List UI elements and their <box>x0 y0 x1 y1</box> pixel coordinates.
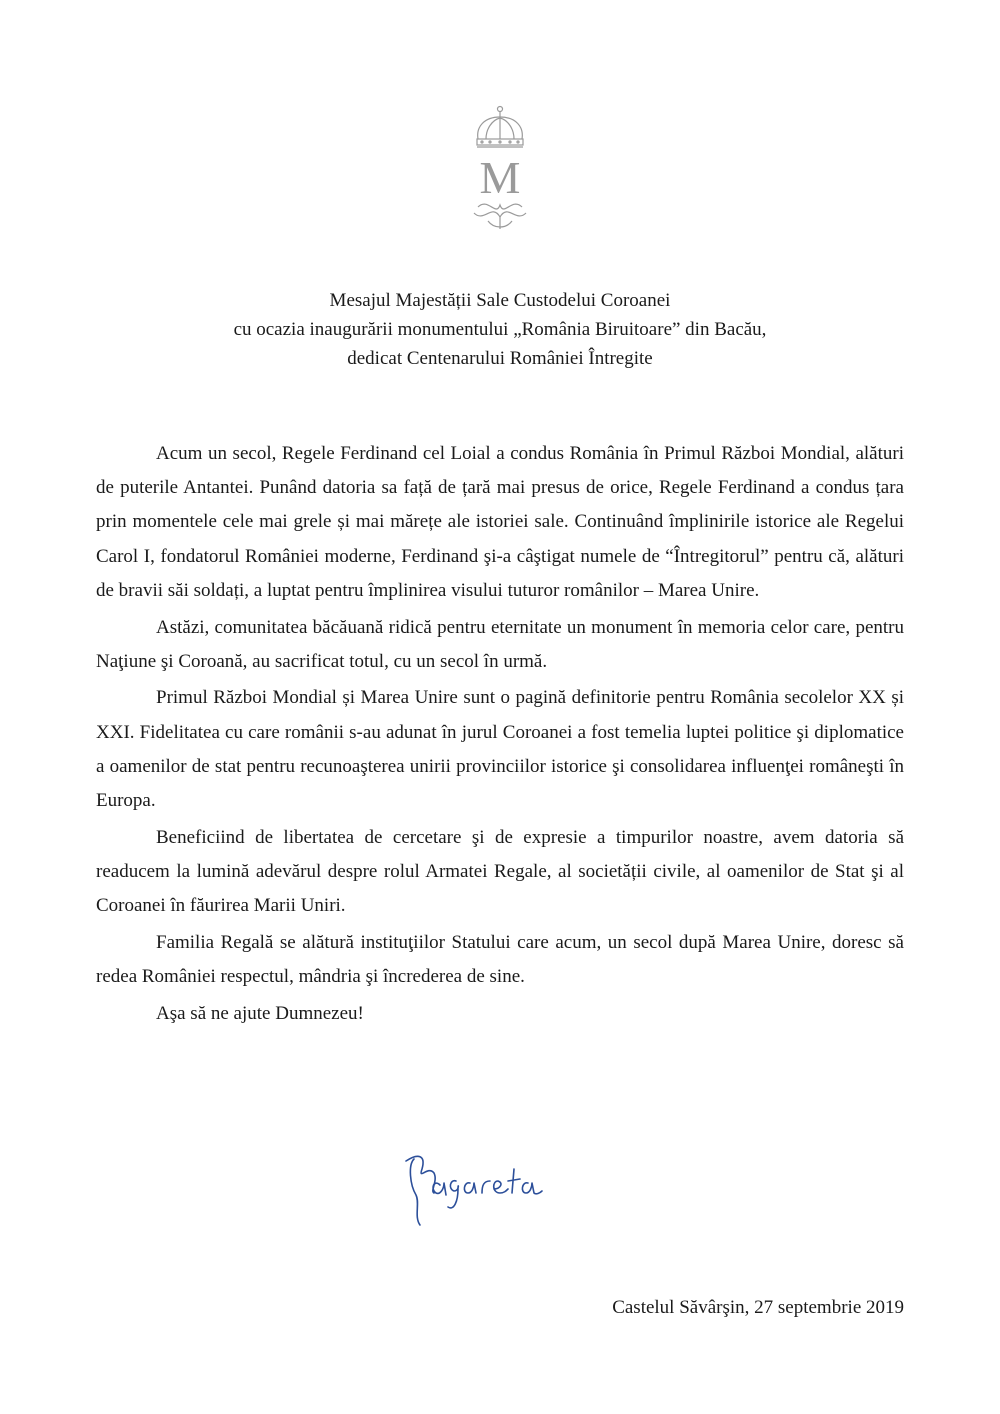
title-line-3: dedicat Centenarului României Întregite <box>347 348 653 369</box>
title-line-2: cu ocazia inaugurării monumentului „România Biruitoare” din Bacău, <box>233 319 767 340</box>
royal-monogram-icon <box>460 105 540 235</box>
paragraph: Aşa să ne ajute Dumnezeu! <box>156 1002 364 1024</box>
paragraph: Beneficiind de libertatea de cercetare şi de expresie a timpurilor noastre, avem datoria să readucem la lumină adevărul despre rolul Armatei Regale, al societății civile, al oamenilor de Stat şi al Coroanei în făurirea Marii Uniri. <box>96 826 904 917</box>
paragraph: Astăzi, comunitatea băcăuană ridică pentru eternitate un monument în memoria celor care, pentru Naţiune şi Coroană, au sacrificat totul, cu un secol în urmă. <box>96 616 904 672</box>
paragraph: Acum un secol, Regele Ferdinand cel Loial a condus România în Primul Război Mondial, alături de puterile Antantei. Punând datoria sa față de țară mai presus de orice, Regele Ferdinand a condus țara prin momentele cele mai grele și mai mărețe ale istoriei sale. Continuând împlinirile istorice ale Regelui Carol I, fondatorul României moderne, Ferdinand şi-a câştigat numele de “Întregitorul” pentru că, alături de bravii săi soldați, a luptat pentru împlinirea visului tuturor românilor – Marea Unire. <box>96 443 904 601</box>
crown-monogram-svg <box>460 105 540 235</box>
monogram-letter: M <box>479 152 521 203</box>
handwritten-signature <box>400 1145 550 1230</box>
paragraph: Familia Regală se alătură instituţiilor Statului care acum, un secol după Marea Unire, doresc să redea României respectul, mândria şi încrederea de sine. <box>96 931 904 988</box>
paragraph: Primul Război Mondial și Marea Unire sunt o pagină definitorie pentru România secolelor XX și XXI. Fidelitatea cu care românii s-au adunat în jurul Coroanei a fost temelia luptei politice şi diplomatice a oamenilor de stat pentru recunoaşterea unirii provinciilor istorice şi consolidarea influenţei româneşti în Europa. <box>96 687 904 812</box>
title-line-1: Mesajul Majestății Sale Custodelui Coroanei <box>329 290 671 311</box>
message-title <box>0 286 1000 373</box>
message-body <box>96 437 904 1033</box>
place-and-date: Castelul Săvârşin, 27 septembrie 2019 <box>612 1297 904 1318</box>
signature-svg <box>400 1145 550 1230</box>
